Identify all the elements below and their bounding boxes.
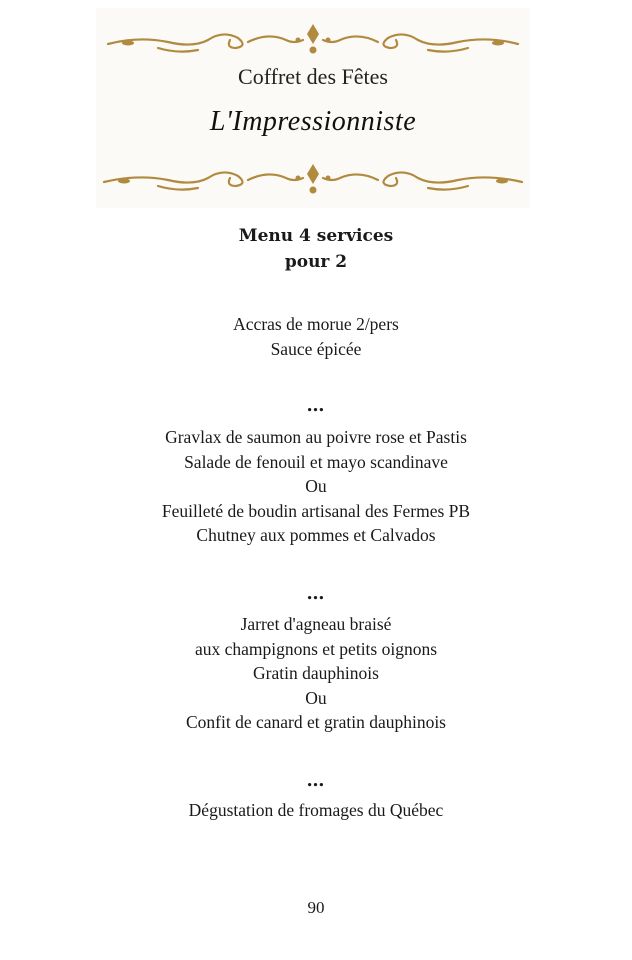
course-line: Feuilleté de boudin artisanal des Fermes PB bbox=[161, 500, 471, 521]
course-separator: … bbox=[306, 583, 326, 604]
menu-heading-servings: pour 2 bbox=[284, 252, 348, 272]
course-3 bbox=[0, 612, 632, 735]
course-line: Accras de morue 2/pers bbox=[233, 314, 399, 334]
course-line: Chutney aux pommes et Calvados bbox=[196, 525, 436, 545]
course-2 bbox=[0, 425, 632, 548]
course-separator: … bbox=[306, 395, 326, 416]
page-number: 90 bbox=[307, 898, 325, 917]
course-line: Jarret d'agneau braisé bbox=[240, 614, 392, 634]
course-line: Confit de canard et gratin dauphinois bbox=[186, 712, 446, 732]
restaurant-name: L'Impressionniste bbox=[209, 106, 417, 137]
menu-heading: Menu 4 services bbox=[238, 226, 394, 246]
course-line: Sauce épicée bbox=[270, 338, 362, 359]
course-line: Salade de fenouil et mayo scandinave bbox=[184, 451, 448, 472]
course-line: Gravlax de saumon au poivre rose et Pastis bbox=[165, 427, 467, 447]
course-line: Dégustation de fromages du Québec bbox=[188, 800, 444, 820]
course-separator: … bbox=[306, 770, 326, 791]
gold-flourish-bottom bbox=[98, 160, 528, 204]
course-line: Ou bbox=[305, 687, 327, 708]
course-4 bbox=[0, 798, 632, 823]
course-1 bbox=[0, 312, 632, 361]
course-line: aux champignons et petits oignons bbox=[194, 638, 438, 659]
gold-flourish-top bbox=[98, 18, 528, 62]
page-title: Coffret des Fêtes bbox=[238, 64, 388, 89]
course-line: Ou bbox=[305, 476, 327, 496]
course-line: Gratin dauphinois bbox=[253, 663, 379, 683]
